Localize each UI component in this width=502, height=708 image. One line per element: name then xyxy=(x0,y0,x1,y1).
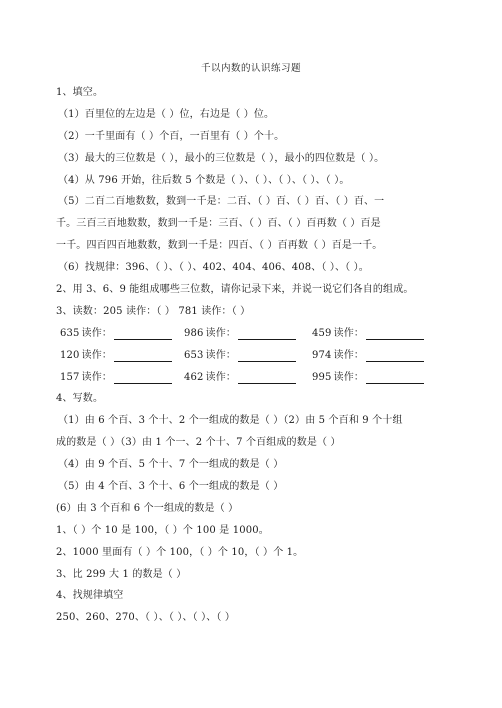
read-item xyxy=(56,345,184,367)
read-item xyxy=(184,345,312,367)
answer-blank[interactable] xyxy=(114,349,172,362)
question-line: （4）从 796 开始，往后数 5 个数是（ ）、（ ）、（ ）、（ ）、（ ）。 xyxy=(58,174,350,186)
answer-blank[interactable] xyxy=(238,327,296,340)
answer-blank[interactable] xyxy=(366,371,424,384)
read-number: 462 xyxy=(184,371,204,383)
question-line: （3）最大的三位数是（ ），最小的三位数是（ ），最小的四位数是（ ）。 xyxy=(58,152,385,164)
read-row xyxy=(56,323,450,345)
read-number: 986 xyxy=(184,327,204,339)
question-line: 2、1000 里面有（ ）个 100，（ ）个 10，（ ）个 1。 xyxy=(56,546,304,558)
read-item xyxy=(56,323,184,345)
question-line: （4）由 9 个百、5 个十、7 个一组成的数是（ ） xyxy=(58,459,284,471)
question-line: (6）由 3 个百和 6 个一组成的数是（ ） xyxy=(56,502,239,514)
question-line: （1）百里位的左边是（ ）位，右边是（ ）位。 xyxy=(58,108,275,120)
question-line: （1）由 6 个百、3 个十、2 个一组成的数是（ ）（2）由 5 个百和 9 个十组 xyxy=(58,415,403,427)
read-label: 读作： xyxy=(81,327,112,339)
read-label: 读作： xyxy=(333,327,364,339)
question-line: 250、260、270、（ ）、（ ）、（ ）、（ ） xyxy=(56,612,236,624)
question-line: （5）二百二百地数数，数到一千是：二百、（ ）百、（ ）百、（ ）百、一 xyxy=(58,196,385,208)
section-heading: 3、读数：205 读作：（ ） 781 读作：（ ） xyxy=(56,305,251,317)
answer-blank[interactable] xyxy=(238,349,296,362)
section-heading: 2、用 3、6、9 能组成哪些三位数，请你记录下来，并说一说它们各自的组成。 xyxy=(56,284,414,296)
read-item xyxy=(184,323,312,345)
answer-blank[interactable] xyxy=(366,349,424,362)
read-row xyxy=(56,367,450,389)
read-number: 974 xyxy=(312,349,332,361)
answer-blank[interactable] xyxy=(114,371,172,384)
read-label: 读作： xyxy=(205,349,236,361)
page-title: 千以内数的认识练习题 xyxy=(200,63,301,74)
read-item xyxy=(56,367,184,389)
section-heading: 4、写数。 xyxy=(56,393,104,405)
answer-blank[interactable] xyxy=(238,371,296,384)
read-number: 157 xyxy=(60,371,80,383)
question-line: 千。三百三百地数数，数到一千是：三百、（ ）百、（ ）百再数（ ）百是 xyxy=(56,218,381,230)
read-label: 读作： xyxy=(81,349,112,361)
read-row xyxy=(56,345,450,367)
question-line: 成的数是（ ）（3）由 1 个一、2 个十、7 个百组成的数是（ ） xyxy=(56,437,341,449)
read-label: 读作： xyxy=(205,371,236,383)
read-number: 120 xyxy=(60,349,80,361)
read-item xyxy=(184,367,312,389)
answer-blank[interactable] xyxy=(366,327,424,340)
read-label: 读作： xyxy=(333,349,364,361)
read-label: 读作： xyxy=(333,371,364,383)
section-heading: 1、填空。 xyxy=(56,87,104,98)
read-item xyxy=(312,367,440,389)
worksheet-body xyxy=(56,82,450,629)
question-line: 1、（ ）个 10 是 100，（ ）个 100 是 1000。 xyxy=(56,524,269,536)
read-number: 995 xyxy=(312,371,332,383)
read-item xyxy=(312,323,440,345)
question-line: 一千。四百四百地数数，数到一千是：四百、（ ）百再数（ ）百是一千。 xyxy=(56,240,383,252)
read-number: 635 xyxy=(60,327,80,339)
read-label: 读作： xyxy=(81,371,112,383)
question-line: 3、比 299 大 1 的数是（ ） xyxy=(56,568,187,580)
read-item xyxy=(312,345,440,367)
question-line: （5）由 4 个百、3 个十、6 个一组成的数是（ ） xyxy=(58,481,284,493)
question-line: （2）一千里面有（ ）个百，一百里有（ ）个十。 xyxy=(58,130,285,142)
read-number: 653 xyxy=(184,349,204,361)
answer-blank[interactable] xyxy=(114,327,172,340)
question-line: （6）找规律：396、（ ）、（ ）、402、404、406、408、（ ）、（ ）。 xyxy=(58,262,369,274)
section-heading: 4、找规律填空 xyxy=(56,590,124,602)
read-label: 读作： xyxy=(205,327,236,339)
read-number: 459 xyxy=(312,327,332,339)
